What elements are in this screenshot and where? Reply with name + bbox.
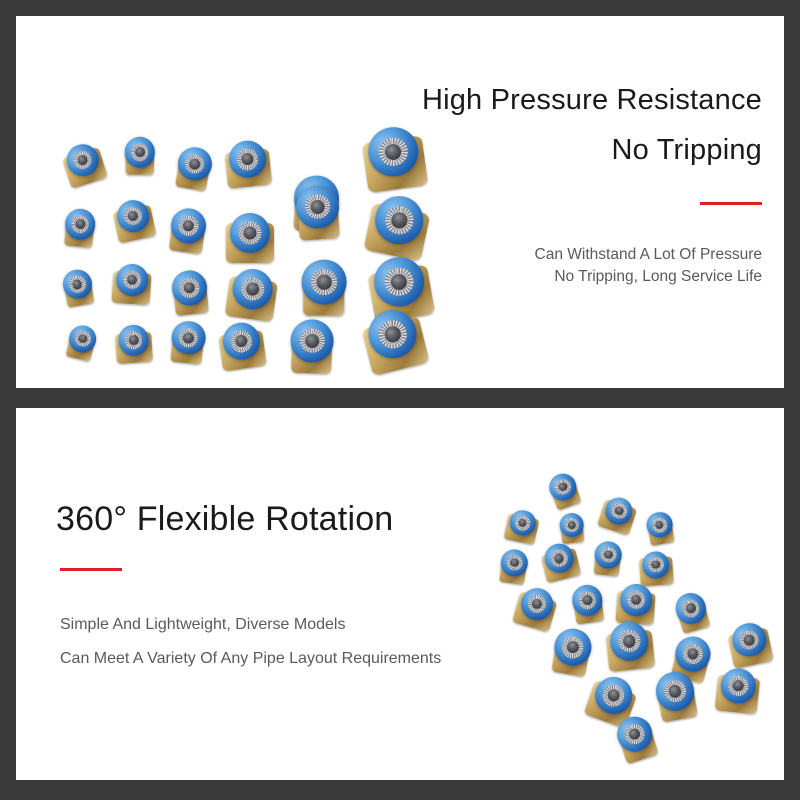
fitting-grip-ring [236, 148, 259, 171]
fitting-grip-ring [553, 477, 573, 497]
pneumatic-fitting [358, 304, 431, 377]
fitting-blue-collet [63, 140, 103, 180]
fitting-grip-ring [376, 317, 409, 350]
fitting-brass-body [728, 627, 774, 668]
fitting-brass-body [293, 186, 337, 234]
fitting-blue-collet [517, 584, 557, 624]
pneumatic-fitting [61, 321, 102, 362]
fitting-bore [631, 594, 642, 605]
fitting-grip-ring [727, 675, 749, 697]
fitting-blue-collet [230, 213, 270, 253]
fitting-grip-ring [626, 590, 646, 610]
pneumatic-fitting [165, 319, 211, 365]
pneumatic-fitting [114, 324, 155, 365]
pneumatic-fitting [665, 631, 718, 684]
fittings-photo-bottom [16, 408, 784, 780]
fitting-bore [76, 154, 89, 167]
fitting-blue-collet [371, 192, 428, 249]
panel-top-subline-line2: No Tripping, Long Service Life [554, 268, 762, 285]
fittings-photo-top [16, 16, 784, 388]
fitting-blue-collet [602, 494, 636, 528]
fitting-bore [182, 219, 195, 232]
fitting-bore [317, 275, 332, 290]
fitting-grip-ring [506, 554, 524, 572]
fitting-blue-collet [221, 321, 263, 363]
fitting-grip-ring [311, 270, 337, 296]
panel-top-subline-line1: Can Withstand A Lot Of Pressure [534, 246, 762, 263]
fitting-grip-ring [600, 682, 627, 709]
fitting-brass-body [226, 223, 274, 263]
fitting-grip-ring [738, 628, 761, 651]
fitting-brass-body [616, 720, 658, 764]
fitting-blue-collet [619, 583, 653, 617]
pneumatic-fitting [216, 320, 268, 372]
fitting-blue-collet [608, 620, 650, 662]
fitting-bore [383, 325, 402, 344]
fitting-blue-collet [590, 672, 637, 719]
panel-top-headline-line2: No Tripping [611, 134, 762, 166]
fitting-brass-body [64, 215, 95, 248]
fitting-brass-body [225, 148, 273, 189]
fitting-blue-collet [729, 620, 769, 660]
fitting-brass-body [63, 275, 94, 308]
panel-bottom-accent-rule [60, 568, 122, 571]
fitting-blue-collet [230, 266, 275, 311]
fitting-grip-ring [131, 143, 148, 160]
fitting-bore [566, 641, 580, 655]
fitting-bore [518, 518, 528, 528]
fitting-bore [310, 199, 325, 214]
fitting-bore [732, 679, 745, 692]
fitting-blue-collet [66, 322, 99, 355]
pneumatic-fitting [223, 139, 274, 190]
pneumatic-fitting [359, 123, 429, 193]
fitting-bore [613, 505, 624, 516]
fitting-brass-body [499, 554, 528, 584]
fitting-blue-collet [114, 197, 152, 235]
fitting-grip-ring [578, 590, 598, 610]
fitting-grip-ring [71, 215, 90, 234]
pneumatic-fitting [289, 183, 347, 241]
fitting-grip-ring [561, 635, 586, 660]
fitting-brass-body [551, 635, 591, 677]
panel-bottom-subline-line2: Can Meet A Variety Of Any Pipe Layout Requirements [60, 650, 442, 667]
fitting-bore [655, 520, 665, 530]
fitting-blue-collet [558, 512, 584, 538]
fitting-bore [582, 595, 593, 606]
fitting-brass-body [560, 518, 585, 544]
fitting-blue-collet [551, 626, 594, 669]
fitting-bore [127, 210, 139, 222]
fitting-grip-ring [178, 277, 200, 299]
fitting-blue-collet [170, 268, 209, 307]
fitting-bore [235, 335, 249, 349]
fitting-bore [77, 333, 88, 344]
pneumatic-fitting [545, 625, 598, 678]
fitting-brass-body [656, 679, 698, 723]
fitting-bore [623, 634, 637, 648]
pneumatic-fitting [364, 252, 436, 324]
pneumatic-fitting [583, 671, 642, 730]
fitting-grip-ring [177, 214, 200, 237]
fitting-bore [244, 227, 257, 240]
fitting-grip-ring [377, 136, 409, 168]
fitting-grip-ring [514, 514, 531, 531]
fitting-blue-collet [118, 324, 150, 356]
fitting-brass-body [362, 316, 429, 377]
panel-bottom-subline-line1: Simple And Lightweight, Diverse Models [60, 616, 346, 633]
pneumatic-fitting [503, 507, 541, 545]
fitting-bore [128, 335, 139, 346]
fitting-brass-body [175, 153, 211, 191]
fitting-grip-ring [304, 193, 330, 219]
fitting-grip-ring [122, 205, 144, 227]
pneumatic-fitting [668, 588, 715, 635]
pneumatic-fitting [567, 583, 610, 626]
fitting-bore [390, 273, 409, 292]
fitting-brass-body [169, 215, 206, 254]
fitting-bore [384, 143, 402, 161]
pneumatic-fitting [110, 196, 157, 243]
fitting-brass-body [512, 591, 558, 632]
fitting-bore [531, 598, 544, 611]
pneumatic-fitting [296, 260, 352, 316]
fitting-brass-body [594, 547, 622, 577]
fitting-blue-collet [672, 632, 715, 675]
fitting-blue-collet [719, 666, 758, 705]
pneumatic-fitting [538, 540, 582, 584]
pneumatic-fitting [362, 190, 433, 261]
fitting-brass-body [606, 629, 656, 672]
fitting-brass-body [671, 641, 711, 683]
panel-divider [0, 388, 800, 408]
fitting-grip-ring [681, 641, 706, 666]
fitting-brass-body [303, 271, 344, 316]
fitting-brass-body [367, 265, 434, 324]
fitting-blue-collet [570, 583, 604, 617]
fitting-brass-body [362, 135, 428, 192]
panel-top-headline-line1: High Pressure Resistance [421, 84, 762, 116]
fitting-bore [651, 560, 660, 569]
fitting-grip-ring [240, 276, 266, 302]
pneumatic-fitting [59, 139, 109, 189]
pneumatic-fitting [284, 318, 340, 374]
fitting-blue-collet [61, 268, 94, 301]
fitting-brass-body [66, 329, 97, 361]
fitting-grip-ring [299, 328, 325, 354]
pneumatic-fitting [166, 268, 214, 316]
fitting-blue-collet [653, 669, 697, 713]
pneumatic-fitting [59, 207, 101, 249]
fitting-bore [127, 274, 138, 285]
pneumatic-fitting [589, 539, 626, 576]
pneumatic-fitting [604, 620, 657, 673]
fitting-brass-body [113, 204, 157, 243]
pneumatic-fitting [725, 619, 775, 669]
fitting-bore [72, 279, 83, 290]
pneumatic-fitting [615, 583, 658, 626]
fitting-grip-ring [651, 516, 668, 533]
fitting-grip-ring [564, 517, 579, 532]
fitting-blue-collet [295, 184, 341, 230]
fitting-bore [241, 153, 254, 166]
fitting-brass-body [291, 329, 332, 374]
pneumatic-fitting [511, 583, 560, 632]
pneumatic-fitting [608, 710, 663, 765]
fitting-grip-ring [609, 501, 629, 521]
fitting-bore [668, 684, 682, 698]
fitting-brass-body [504, 513, 539, 544]
fitting-grip-ring [383, 204, 416, 237]
panel-flexible-rotation [16, 408, 784, 780]
pneumatic-fitting [641, 509, 678, 546]
pneumatic-fitting [542, 468, 586, 512]
fitting-blue-collet [672, 590, 710, 628]
fitting-grip-ring [122, 270, 142, 290]
fitting-grip-ring [549, 548, 569, 568]
fitting-brass-body [170, 328, 204, 365]
panel-top-accent-rule [700, 202, 762, 205]
fitting-grip-ring [178, 327, 199, 348]
fitting-grip-ring [680, 598, 702, 620]
fitting-blue-collet [363, 305, 421, 363]
pneumatic-fitting [648, 668, 704, 724]
fitting-bore [743, 633, 756, 646]
fitting-bore [75, 219, 86, 230]
pneumatic-fitting [495, 547, 533, 585]
fitting-brass-body [111, 271, 152, 306]
fitting-bore [188, 158, 201, 171]
pneumatic-fitting [714, 666, 762, 714]
fitting-blue-collet [545, 469, 580, 504]
fitting-grip-ring [239, 222, 262, 245]
fitting-blue-collet [292, 175, 340, 223]
fitting-bore [567, 521, 576, 530]
fitting-grip-ring [229, 330, 253, 354]
fitting-blue-collet [641, 550, 670, 579]
fitting-bore [182, 332, 194, 344]
fitting-brass-body [62, 147, 108, 189]
fitting-blue-collet [507, 508, 537, 538]
fitting-blue-collet [645, 510, 675, 540]
fitting-grip-ring [662, 678, 688, 704]
fitting-brass-body [364, 202, 430, 261]
pneumatic-fitting [57, 267, 99, 309]
pneumatic-fitting [638, 550, 674, 586]
fitting-blue-collet [115, 263, 149, 297]
fitting-grip-ring [73, 329, 92, 348]
pneumatic-fitting [163, 205, 213, 255]
fitting-grip-ring [184, 153, 206, 175]
fitting-brass-body [225, 276, 278, 322]
fitting-grip-ring [303, 185, 330, 212]
fitting-blue-collet [302, 260, 347, 305]
fitting-brass-body [126, 145, 154, 175]
fitting-brass-body [115, 331, 153, 364]
fitting-brass-body [615, 591, 656, 626]
fitting-bore [183, 281, 196, 294]
fitting-bore [305, 333, 320, 348]
pneumatic-fitting [111, 263, 154, 306]
fitting-blue-collet [175, 144, 214, 183]
pneumatic-fitting [597, 493, 640, 536]
fitting-blue-collet [370, 253, 427, 310]
panel-bottom-headline-line1: 360° Flexible Rotation [56, 500, 394, 538]
fitting-bore [245, 282, 260, 297]
fitting-grip-ring [124, 331, 143, 350]
fitting-brass-body [218, 329, 267, 372]
fitting-brass-body [549, 476, 582, 510]
fitting-blue-collet [612, 712, 656, 756]
fitting-brass-body [172, 277, 208, 315]
fitting-bore [557, 481, 568, 492]
fitting-blue-collet [290, 318, 335, 363]
fitting-blue-collet [170, 319, 207, 356]
fitting-bore [685, 602, 697, 614]
fitting-bore [390, 211, 408, 229]
fitting-grip-ring [600, 546, 617, 563]
pneumatic-fitting [286, 174, 346, 234]
fitting-bore [686, 647, 700, 661]
fitting-grip-ring [526, 593, 549, 616]
fitting-brass-body [715, 675, 761, 714]
fitting-bore [627, 727, 641, 741]
fitting-bore [604, 550, 614, 560]
fitting-blue-collet [64, 208, 97, 241]
fitting-brass-body [297, 194, 340, 240]
fitting-blue-collet [227, 139, 267, 179]
fitting-brass-body [572, 591, 604, 625]
fitting-brass-body [639, 557, 673, 586]
fitting-bore [509, 558, 519, 568]
fitting-blue-collet [125, 137, 155, 167]
fitting-bore [606, 688, 621, 703]
fitting-blue-collet [365, 124, 421, 180]
pneumatic-fitting [556, 512, 589, 545]
fitting-bore [309, 191, 325, 207]
pneumatic-fitting [225, 213, 275, 263]
fitting-grip-ring [382, 265, 415, 298]
fitting-brass-body [675, 597, 710, 634]
pneumatic-fitting [170, 144, 219, 193]
fitting-blue-collet [169, 206, 209, 246]
pneumatic-fitting [121, 137, 159, 175]
fitting-bore [135, 147, 145, 157]
fitting-brass-body [541, 547, 581, 583]
fitting-grip-ring [647, 556, 664, 573]
pneumatic-fitting [224, 266, 280, 322]
fitting-blue-collet [542, 541, 577, 576]
fitting-brass-body [597, 499, 636, 535]
fitting-blue-collet [499, 547, 530, 578]
panel-high-pressure [16, 16, 784, 388]
fitting-grip-ring [68, 275, 87, 294]
fitting-brass-body [583, 679, 637, 729]
fitting-grip-ring [622, 721, 647, 746]
fitting-grip-ring [71, 149, 94, 172]
fitting-brass-body [647, 516, 675, 545]
fitting-bore [553, 553, 564, 564]
fitting-grip-ring [617, 629, 641, 653]
fitting-blue-collet [593, 540, 623, 570]
